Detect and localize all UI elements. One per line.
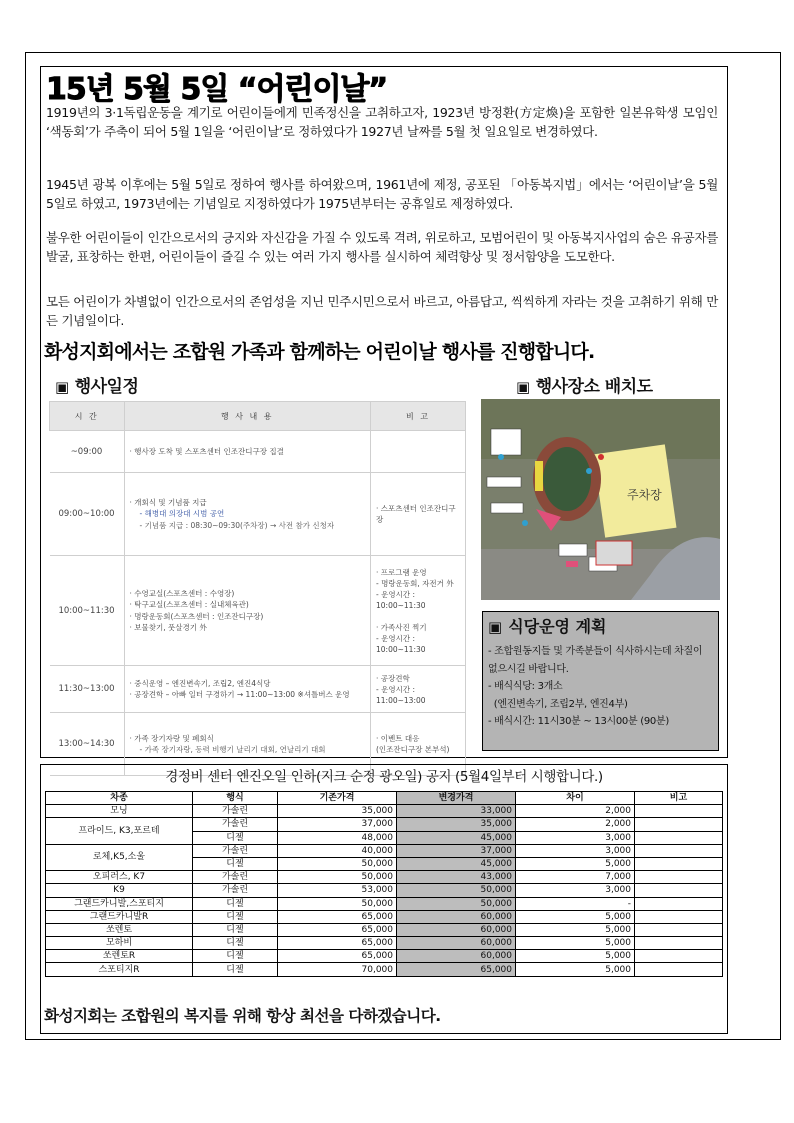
map-building [596,541,632,565]
map-label-box [487,477,521,487]
price-new: 60,000 [397,950,516,963]
price-new: 43,000 [397,871,516,884]
price-fuel: 가솔린 [193,871,278,884]
price-car: 그랜드카니발,스포티지 [46,897,193,910]
schedule-row [50,473,466,556]
price-diff: 2,000 [516,805,635,818]
price-fuel: 가솔린 [193,818,278,831]
schedule-note [371,556,466,666]
paragraph-history: 1919년의 3·1독립운동을 계기로 어린이들에게 민족정신을 고취하고자, 1923년 방정환(方定煥)을 포함한 일본유학생 모임인 ‘색동회’가 주축이 되어 5월 1일을 ‘어린이날’로 정하였다가 1927년 날짜를 5월 첫 일요일로 변경하였다. [46,105,718,139]
price-car: 로체,K5,소울 [46,844,193,870]
price-diff: 3,000 [516,884,635,897]
map-blue-marker [586,468,592,474]
price-new: 45,000 [397,857,516,870]
price-row [46,923,723,936]
cafeteria-line: - 배식식당: 3개소 [488,681,563,692]
price-fuel: 가솔린 [193,844,278,857]
schedule-note-line: · 가족사진 찍기 [376,622,427,632]
price-old: 50,000 [278,871,397,884]
price-fuel: 디젤 [193,897,278,910]
price-diff: 7,000 [516,871,635,884]
map-heading: ▣ 행사장소 배치도 [516,377,653,397]
price-fuel: 디젤 [193,910,278,923]
price-diff: 5,000 [516,950,635,963]
paragraph-purpose: 불우한 어린이들이 인간으로서의 긍지와 자신감을 가질 수 있도록 격려, 위로하고, 모범어린이 및 아동복지사업의 숨은 유공자를 발굴, 표창하는 한편, 어린이들이 즐길 수 있는 여러 가지 행사를 실시하여 체력향상 및 정서함양을 도모한다. [46,230,718,264]
page-title: 15년 5월 5일 “어린이날” [46,72,388,107]
price-fuel: 가솔린 [193,884,278,897]
schedule-time: ~09:00 [50,431,125,473]
price-header-car: 차종 [46,792,193,805]
price-header-diff: 차이 [516,792,635,805]
price-row [46,805,723,818]
price-note [635,818,723,831]
price-new: 60,000 [397,910,516,923]
price-fuel: 가솔린 [193,805,278,818]
price-new: 65,000 [397,963,516,976]
price-diff: 3,000 [516,844,635,857]
price-old: 40,000 [278,844,397,857]
schedule-note [371,666,466,713]
schedule-header-time: 시 간 [50,402,125,431]
price-row [46,950,723,963]
schedule-note-line: · 스포츠센터 인조잔디구장 [376,504,456,524]
schedule-item: - 해병대 의장대 시범 공연 [139,509,225,519]
schedule-note [371,431,466,473]
schedule-note-line: - 운영시간 : 10:00~11:30 [376,589,426,610]
price-fuel: 디젤 [193,950,278,963]
price-car: 쏘렌토 [46,923,193,936]
cafeteria-details [488,643,714,731]
schedule-item: · 탁구교실(스포츠센터 : 실내체육관) [129,600,249,609]
price-old: 48,000 [278,831,397,844]
schedule-table [49,401,466,776]
schedule-note-line: - 명랑운동회, 자전거 外 [376,578,454,588]
schedule-row [50,666,466,713]
price-diff: 5,000 [516,910,635,923]
price-car: 그랜드카니발R [46,910,193,923]
price-old: 53,000 [278,884,397,897]
price-car: 오피러스, K7 [46,871,193,884]
price-diff: 5,000 [516,963,635,976]
map-label-box [491,429,521,455]
price-old: 65,000 [278,950,397,963]
cafeteria-line: (엔진변속기, 조립2부, 엔진4부) [488,698,628,710]
schedule-note-line: (인조잔디구장 본부석) [376,745,450,754]
price-note [635,831,723,844]
price-row [46,884,723,897]
schedule-heading: ▣ 행사일정 [55,377,139,397]
schedule-content [124,473,371,556]
oil-price-title: 경정비 센터 엔진오일 인하(지크 순정 광오일) 공지 (5월4일부터 시행합니다.) [165,769,603,785]
price-row [46,963,723,976]
box-bullet-icon: ▣ [488,618,503,636]
price-header-new: 변경가격 [397,792,516,805]
price-note [635,937,723,950]
schedule-note-line [376,611,460,622]
schedule-note-line: · 이벤트 대응 [376,734,420,743]
schedule-item: - 가족 장기자랑, 동력 비행기 날리기 대회, 연날리기 대회 [139,745,326,754]
price-note [635,844,723,857]
price-old: 50,000 [278,897,397,910]
price-old: 37,000 [278,818,397,831]
schedule-item: · 보물찾기, 풋살경기 外 [129,623,207,632]
price-new: 37,000 [397,844,516,857]
price-diff: 3,000 [516,831,635,844]
price-diff: 5,000 [516,857,635,870]
schedule-note-line: · 프로그램 운영 [376,567,427,577]
schedule-item: · 행사장 도착 및 스포츠센터 인조잔디구장 집결 [129,446,284,456]
price-new: 35,000 [397,818,516,831]
price-new: 60,000 [397,923,516,936]
schedule-content [124,666,371,713]
price-note [635,963,723,976]
price-header-old: 기존가격 [278,792,397,805]
price-car: 모하비 [46,937,193,950]
price-old: 65,000 [278,910,397,923]
price-car: 스포티지R [46,963,193,976]
price-diff: 2,000 [516,818,635,831]
price-fuel: 디젤 [193,831,278,844]
price-note [635,923,723,936]
price-old: 50,000 [278,857,397,870]
price-new: 50,000 [397,897,516,910]
schedule-note-line: - 운영시간 : 10:00~11:30 [376,633,426,654]
map-blue-marker [522,520,528,526]
price-row [46,818,723,831]
map-blue-marker [498,454,504,460]
price-fuel: 디젤 [193,963,278,976]
price-old: 65,000 [278,937,397,950]
venue-map [481,399,720,600]
map-label-box [491,503,523,513]
price-note [635,857,723,870]
schedule-note [371,473,466,556]
oil-price-table [45,791,723,977]
price-diff: - [516,897,635,910]
footer-message: 화성지회는 조합원의 복지를 위해 항상 최선을 다하겠습니다. [44,1007,441,1025]
map-stand-marker [535,461,543,491]
price-new: 60,000 [397,937,516,950]
cafeteria-plan-box [482,611,719,751]
schedule-item: · 중식운영 – 엔진변속기, 조립2, 엔진4식당 [129,678,271,688]
price-new: 33,000 [397,805,516,818]
price-old: 35,000 [278,805,397,818]
price-car: 쏘렌토R [46,950,193,963]
schedule-item: · 공장견학 – 아빠 일터 구경하기 → 11:00~13:00 ※셔틀버스 운영 [129,690,350,699]
schedule-item: - 기념품 지급 : 08:30~09:30(주차장) → 사전 참가 신청자 [139,520,335,530]
price-fuel: 디젤 [193,923,278,936]
schedule-content [124,556,371,666]
schedule-item: · 개회식 및 기념품 지급 [129,497,207,507]
schedule-time: 13:00~14:30 [50,713,125,776]
cafeteria-line: - 배식시간: 11시30분 ~ 13시00분 (90분) [488,716,669,727]
price-note [635,897,723,910]
price-header-note: 비고 [635,792,723,805]
schedule-header-note: 비 고 [371,402,466,431]
price-old: 65,000 [278,923,397,936]
price-car: 모닝 [46,805,193,818]
schedule-time: 09:00~10:00 [50,473,125,556]
schedule-row [50,431,466,473]
schedule-note-line: - 운영시간 : 11:00~13:00 [376,684,426,705]
price-fuel: 디젤 [193,937,278,950]
price-note [635,884,723,897]
schedule-note-line: · 공장견학 [376,673,410,683]
event-headline: 화성지회에서는 조합원 가족과 함께하는 어린이날 행사를 진행합니다. [44,341,595,363]
price-row [46,897,723,910]
schedule-content [124,431,371,473]
price-old: 70,000 [278,963,397,976]
price-new: 50,000 [397,884,516,897]
schedule-item: · 가족 장기자랑 및 폐회식 [129,733,214,743]
price-note [635,805,723,818]
map-parking-label: 주차장 [627,488,662,502]
price-note [635,950,723,963]
cafeteria-line: - 조합원동지들 및 가족분들이 식사하시는데 차질이 없으시길 바랍니다. [488,646,703,675]
price-header-fuel: 행식 [193,792,278,805]
cafeteria-heading: ▣ 식당운영 계획 [488,617,607,636]
price-fuel: 디젤 [193,857,278,870]
price-car: 프라이드, K3,포르테 [46,818,193,844]
price-row [46,871,723,884]
price-row [46,844,723,857]
price-car: K9 [46,884,193,897]
price-new: 45,000 [397,831,516,844]
schedule-item: · 수영교실(스포츠센터 : 수영장) [129,588,235,598]
paragraph-holiday: 1945년 광복 이후에는 5월 5일로 정하여 행사를 하여왔으며, 1961년에 제정, 공포된 「아동복지법」에서는 ‘어린이날’을 5월 5일로 하였고, 1973년에는 기념일로 지정하였다가 1975년부터는 공휴일로 제정하였다. [46,177,718,211]
price-diff: 5,000 [516,923,635,936]
schedule-time: 11:30~13:00 [50,666,125,713]
map-label-box [559,544,587,556]
schedule-row [50,556,466,666]
price-note [635,871,723,884]
paragraph-meaning: 모든 어린이가 차별없이 인간으로서의 존엄성을 지닌 민주시민으로서 바르고, 아름답고, 씩씩하게 자라는 것을 고취하기 위해 만든 기념일이다. [46,294,718,328]
schedule-item: · 명랑운동회(스포츠센터 : 인조잔디구장) [129,611,264,621]
price-diff: 5,000 [516,937,635,950]
box-bullet-icon: ▣ [55,378,69,396]
price-row [46,937,723,950]
schedule-header-content: 행 사 내 용 [124,402,371,431]
map-field [543,447,591,511]
price-note [635,910,723,923]
price-row [46,910,723,923]
map-red-marker [598,454,604,460]
box-bullet-icon: ▣ [516,378,530,396]
map-red-marker [566,561,578,567]
schedule-time: 10:00~11:30 [50,556,125,666]
